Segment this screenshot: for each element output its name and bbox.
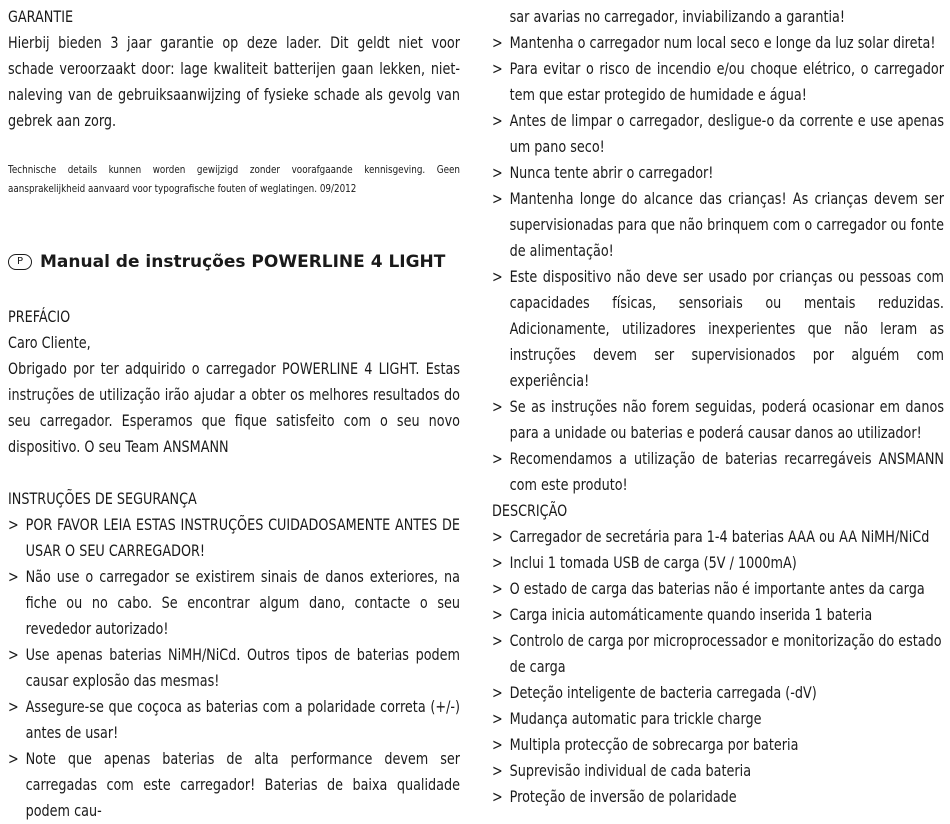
descricao-section: [492, 498, 944, 810]
descricao-list: [492, 524, 944, 810]
safety-continued: [492, 4, 944, 498]
list-item: > Use apenas baterias NiMH/NiCd. Outros tipos de baterias podem causar explosão das mesmas!: [8, 645, 460, 690]
list-item: > Mantenha longe do alcance das crianças! As crianças devem ser supervisionadas para que não brinquem com o carregador ou fonte de alimentação!: [492, 189, 944, 260]
list-item: > Suprevisão individual de cada bateria: [492, 761, 752, 780]
list-item: > O estado de carga das baterias não é importante antes da carga: [492, 579, 925, 598]
seguranca-list: [8, 512, 460, 824]
garantie-section: [8, 4, 460, 134]
list-item: > Mudança automatic para trickle charge: [492, 709, 762, 728]
list-item: > POR FAVOR LEIA ESTAS INSTRUÇÕES CUIDADOSAMENTE ANTES DE USAR O SEU CARREGADOR!: [8, 515, 460, 560]
seguranca-heading: INSTRUÇÕES DE SEGURANÇA: [8, 489, 197, 508]
list-item: > Proteção de inversão de polaridade: [492, 787, 737, 806]
list-item: > Recomendamos a utilização de baterias recarregáveis ANSMANN com este produto!: [492, 449, 944, 494]
prefacio-greeting: Caro Cliente,: [8, 333, 91, 352]
garantie-note: Technische details kunnen worden gewijzigd zonder voorafgaande kennisgeving. Geen aansprakelijkheid aanvaard voor typografische fouten of weglatingen. 09/2012: [8, 163, 460, 195]
list-item: > Não use o carregador se existirem sinais de danos exteriores, na fiche ou no cabo. Se encontrar algum dano, contacte o seu revededor autorizado!: [8, 567, 460, 638]
list-item: > Assegure-se que coçoca as baterias com a polaridade correta (+/-) antes de usar!: [8, 697, 460, 742]
prefacio-heading: PREFÁCIO: [8, 307, 71, 326]
list-item: > Se as instruções não forem seguidas, poderá ocasionar em danos para a unidade ou baterias e poderá causar danos ao utilizador!: [492, 397, 944, 442]
garantie-heading: GARANTIE: [8, 7, 74, 26]
list-item: > Carga inicia automáticamente quando inserida 1 bateria: [492, 605, 873, 624]
list-item: > Mantenha o carregador num local seco e longe da luz solar direta!: [492, 33, 936, 52]
list-item: > Carregador de secretária para 1-4 baterias AAA ou AA NiMH/NiCd: [492, 527, 930, 546]
list-item: > Deteção inteligente de bacteria carregada (-dV): [492, 683, 817, 702]
manual-title-row: [8, 252, 445, 272]
safety-list-continued: [492, 30, 944, 498]
continuation-line: sar avarias no carregador, inviabilizando a garantia!: [509, 7, 846, 26]
list-item: > Multipla protecção de sobrecarga por bateria: [492, 735, 799, 754]
list-item: > Antes de limpar o carregador, desligue-o da corrente e use apenas um pano seco!: [492, 111, 944, 156]
descricao-heading: DESCRIÇÃO: [492, 501, 568, 520]
prefacio-section: [8, 304, 460, 460]
manual-title: Manual de instruções POWERLINE 4 LIGHT: [40, 252, 446, 272]
prefacio-body: Obrigado por ter adquirido o carregador POWERLINE 4 LIGHT. Estas instruções de utilização irão ajudar a obter os melhores resultados do seu carregador. Esperamos que fique satisfeito com o seu novo dispositivo. O seu Team ANSMANN: [8, 359, 460, 456]
list-item: > Este dispositivo não deve ser usado por crianças ou pessoas com capacidades físicas, sensoriais ou mentais reduzidas. Adicionamente, utilizadores inexperientes que não leram as instruções devem ser supervisionados por alguém com experiência!: [492, 267, 944, 390]
list-item: > Controlo de carga por microprocessador e monitorização do estado de carga: [492, 631, 942, 676]
seguranca-section: [8, 486, 460, 824]
language-p-badge: P: [8, 254, 32, 270]
list-item: > Inclui 1 tomada USB de carga (5V / 1000mA): [492, 553, 797, 572]
garantie-body: Hierbij bieden 3 jaar garantie op deze lader. Dit geldt niet voor schade veroorzaakt door: lage kwaliteit batterijen gaan lekken, niet-naleving van de gebruiksaanwijzing of fysieke schade als gevolg van gebrek aan zorg.: [8, 33, 460, 130]
list-item: > Nunca tente abrir o carregador!: [492, 163, 714, 182]
list-item: > Note que apenas baterias de alta performance devem ser carregadas com este carregador! Baterias de baixa qualidade podem cau-: [8, 749, 460, 820]
list-item: > Para evitar o risco de incendio e/ou choque elétrico, o carregador tem que estar protegido de humidade e água!: [492, 59, 944, 104]
